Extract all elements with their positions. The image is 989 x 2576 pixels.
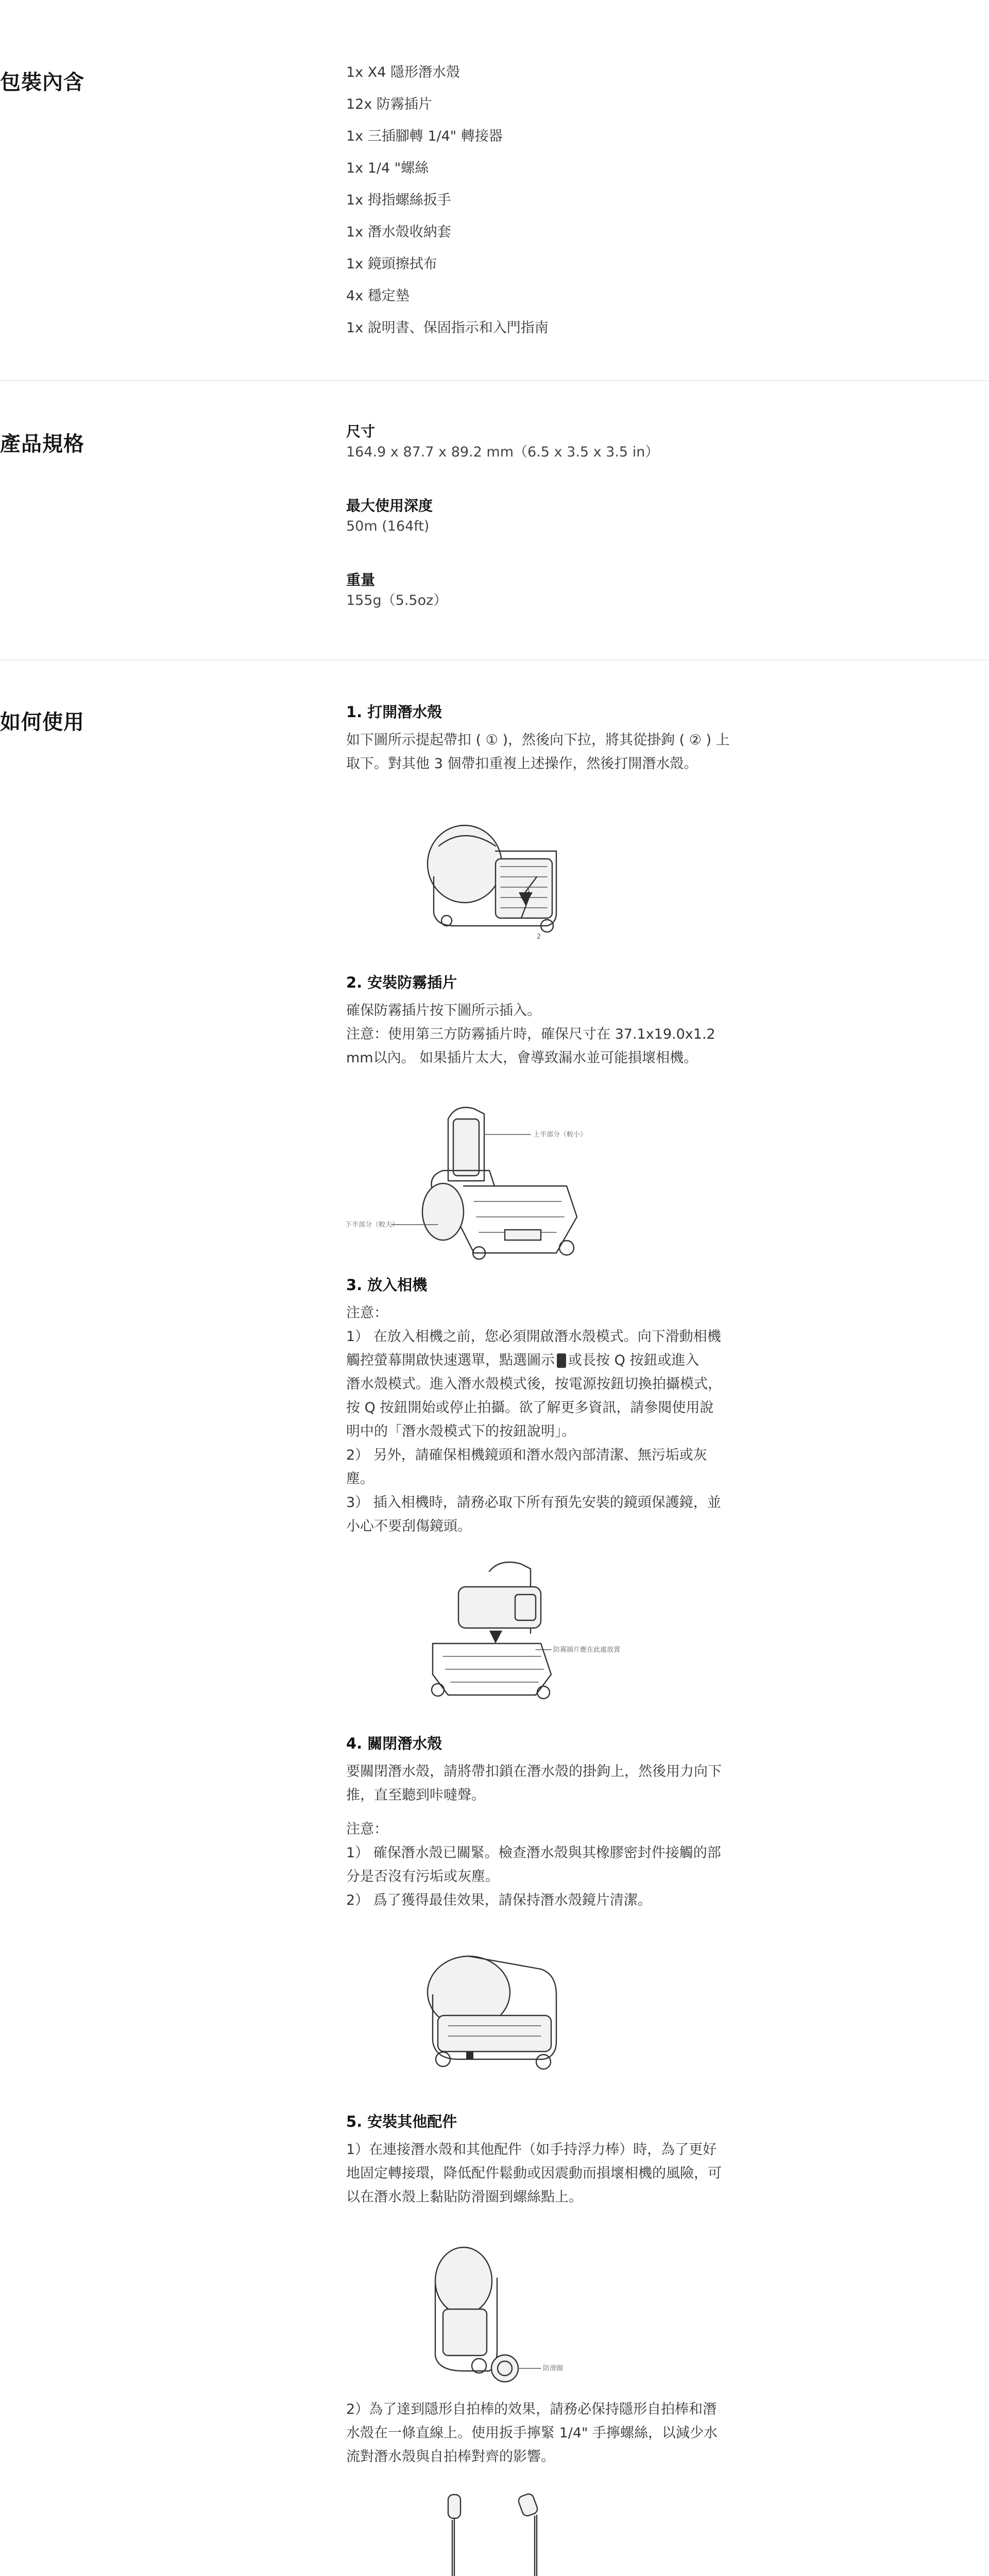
- package-item: 1x 鏡頭擦拭布: [346, 256, 437, 272]
- step-5-part-2: [346, 2398, 789, 2469]
- package-item: 1x 1/4 "螺絲: [346, 160, 429, 176]
- step-text: 確保防霧插片按下圖所示插入。: [346, 1003, 541, 1019]
- step-text: 3） 插入相機時，請務必取下所有預先安裝的鏡頭保護鏡，並: [346, 1495, 721, 1511]
- step-text: 以在潛水殼上黏貼防滑圈到螺絲點上。: [346, 2189, 583, 2205]
- step-text: 取下。對其他 3 個帶扣重複上述操作，然後打開潛水殼。: [346, 756, 698, 772]
- dive-mode-icon: [557, 1353, 566, 1368]
- package-item: 12x 防霧插片: [346, 96, 432, 112]
- step-title: 2. 安裝防霧插片: [346, 974, 457, 991]
- callout-1: 1: [526, 887, 531, 894]
- size-label: 尺寸: [346, 423, 376, 440]
- anti-fog-insert-diagram: [345, 1098, 628, 1274]
- step-text-part: 觸控螢幕開啟快速選單，點選圖示: [346, 1352, 555, 1368]
- depth-label: 最大使用深度: [346, 497, 433, 514]
- specs-section: [0, 381, 989, 659]
- step-text: [346, 1349, 789, 1372]
- step-text: 地固定轉接環，降低配件鬆動或因震動而損壞相機的風險，可: [346, 2165, 722, 2181]
- package-item: 1x X4 隱形潛水殼: [346, 64, 460, 80]
- step-text: 1） 確保潛水殼已關緊。檢查潛水殼與其橡膠密封件接觸的部: [346, 1845, 721, 1861]
- package-item: 1x 潛水殼收納套: [346, 224, 451, 240]
- step-text: 2） 另外，請確保相機鏡頭和潛水殼內部清潔、無污垢或灰: [346, 1447, 707, 1463]
- step-text: 小心不要刮傷鏡頭。: [346, 1518, 471, 1534]
- package-item: 1x 說明書、保固指示和入門指南: [346, 320, 549, 336]
- step-title: 1. 打開潛水殼: [346, 703, 442, 721]
- package-section: [0, 0, 989, 381]
- anti-slip-ring-diagram: [422, 2237, 608, 2392]
- step-text: 注意：: [346, 1305, 388, 1321]
- step-title: 4. 關閉潛水殼: [346, 1735, 442, 1752]
- step-text: 分是否沒有污垢或灰塵。: [346, 1869, 499, 1885]
- step-text: 水殼在一條直線上。使用扳手擰緊 1/4" 手擰螺絲，以減少水: [346, 2425, 718, 2441]
- step-text: 1）在連接潛水殼和其他配件（如手持浮力棒）時，為了更好: [346, 2142, 717, 2158]
- step-1: [346, 702, 789, 776]
- package-item: 1x 三插腳轉 1/4" 轉接器: [346, 128, 503, 144]
- depth-value: 50m (164ft): [346, 518, 430, 534]
- step-text: 如下圖所示提起帶扣 ( ① )，然後向下拉，將其從掛鉤 ( ② ) 上: [346, 732, 730, 748]
- step-title: 5. 安裝其他配件: [346, 2113, 457, 2130]
- bottom-part-label: 下半部分（較大）: [345, 1221, 399, 1229]
- step-text: 要關閉潛水殼，請將帶扣鎖在潛水殼的掛鉤上，然後用力向下: [346, 1764, 722, 1780]
- closed-case-diagram: [417, 1948, 572, 2082]
- howto-title: 如何使用: [0, 710, 84, 734]
- selfie-stick-alignment-diagram: [428, 2484, 582, 2576]
- howto-section: [0, 660, 989, 2576]
- size-value: 164.9 x 87.7 x 89.2 mm（6.5 x 3.5 x 3.5 in）: [346, 444, 659, 460]
- package-item: 1x 拇指螺絲扳手: [346, 192, 451, 208]
- step-3: [346, 1275, 789, 1538]
- step-4: [346, 1733, 789, 1912]
- step-text: 2）為了達到隱形自拍棒的效果，請務必保持隱形自拍棒和潛: [346, 2401, 717, 2417]
- weight-value: 155g（5.5oz）: [346, 592, 448, 608]
- top-part-label: 上半部分（較小）: [533, 1131, 587, 1139]
- step-text: 明中的「潛水殼模式下的按鈕說明」。: [346, 1423, 576, 1439]
- anti-fog-position-label: 防霧插片應在此處放置: [553, 1646, 621, 1654]
- step-text: 1） 在放入相機之前，您必須開啟潛水殼模式。向下滑動相機: [346, 1329, 721, 1345]
- package-item: 4x 穩定墊: [346, 288, 410, 304]
- step-text: mm以內。 如果插片太大，會導致漏水並可能損壞相機。: [346, 1050, 698, 1066]
- step-text: 潛水殼模式。進入潛水殼模式後，按電源按鈕切換拍攝模式，: [346, 1376, 722, 1392]
- specs-title: 產品規格: [0, 432, 84, 456]
- step-text: 2） 爲了獲得最佳效果，請保持潛水殼鏡片清潔。: [346, 1892, 652, 1908]
- step-5: [346, 2111, 789, 2209]
- open-case-diagram: [418, 815, 573, 949]
- step-text: 塵。: [346, 1471, 374, 1487]
- step-2: [346, 972, 789, 1070]
- step-title: 3. 放入相機: [346, 1276, 428, 1294]
- package-title: 包裝內含: [0, 71, 84, 94]
- anti-slip-ring-label: 防滑圈: [543, 2365, 564, 2372]
- step-text: 按 Q 按鈕開始或停止拍攝。欲了解更多資訊，請參閱使用說: [346, 1400, 714, 1416]
- step-text: 流對潛水殼與自拍棒對齊的影響。: [346, 2449, 555, 2465]
- step-text: 注意：: [346, 1821, 388, 1837]
- insert-camera-diagram: [412, 1556, 628, 1705]
- step-text: 注意：使用第三方防霧插片時，確保尺寸在 37.1x19.0x1.2: [346, 1026, 715, 1042]
- step-text-part: 或長按 Q 按鈕或進入: [568, 1352, 700, 1368]
- package-list: [346, 57, 789, 344]
- callout-2: 2: [537, 933, 541, 941]
- weight-label: 重量: [346, 571, 376, 588]
- step-text: 推，直至聽到咔噠聲。: [346, 1787, 485, 1803]
